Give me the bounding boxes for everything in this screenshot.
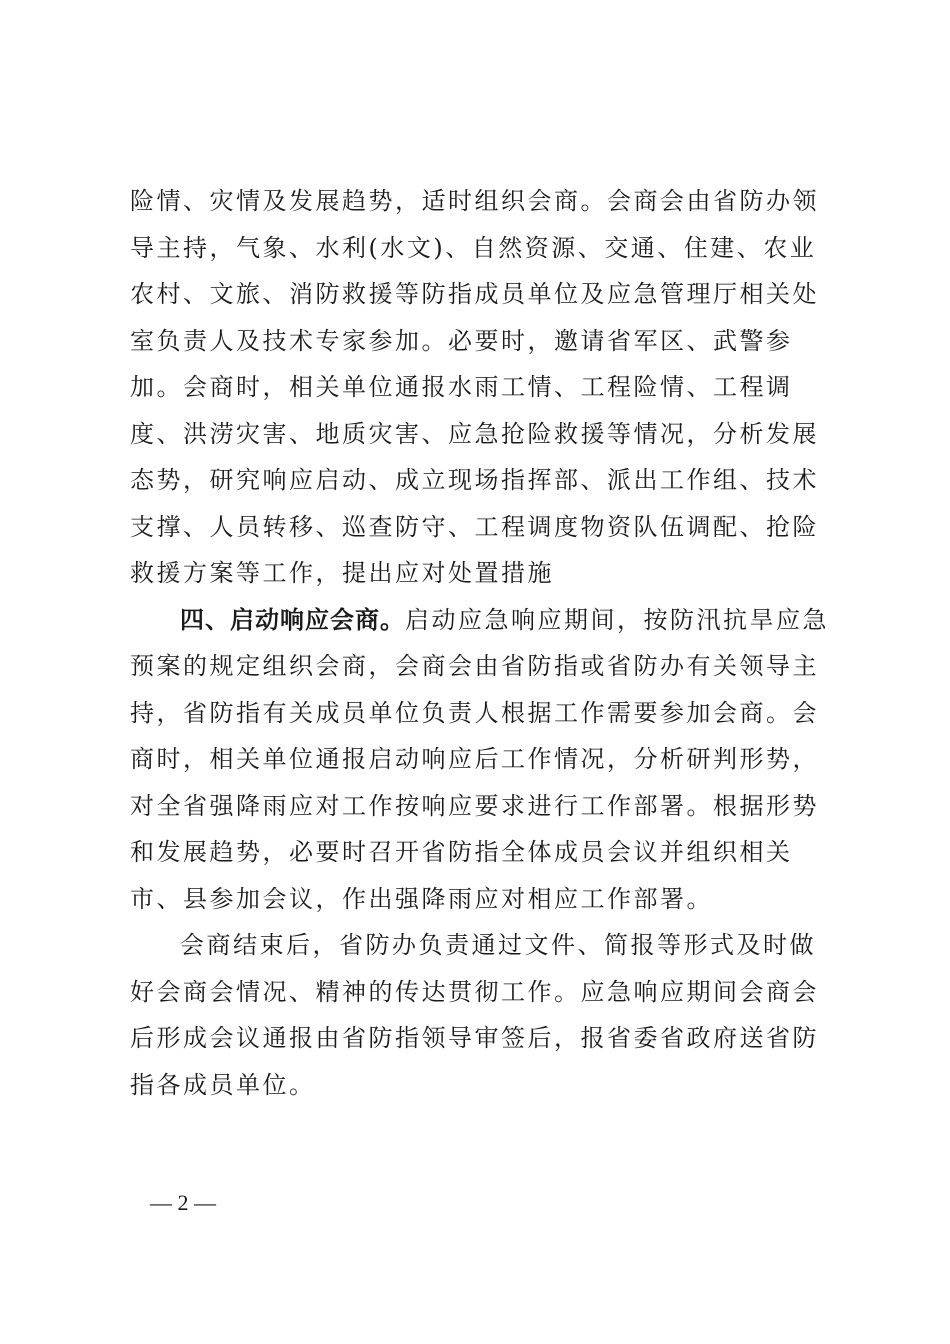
paragraph-1-text: 险情、灾情及发展趋势，适时组织会商。会商会由省防办领导主持，气象、水利(水文)、自然资源、交通、住建、农业农村、文旅、消防救援等防指成员单位及应急管理厅相关处室负责人及技术专家参加。必要时，邀请省军区、武警参加。会商时，相关单位通报水雨工情、工程险情、工程调度、洪涝灾害、地质灾害、应急抢险救援等情况，分析发展态势，研究响应启动、成立现场指挥部、派出工作组、技术支撑、人员转移、巡查防守、工程调度物资队伍调配、抢险救援方案等工作，提出应对处置措施 <box>130 187 819 587</box>
paragraph-1 <box>130 178 830 597</box>
document-body <box>130 178 830 1108</box>
paragraph-3 <box>130 922 830 1108</box>
paragraph-3-text: 会商结束后，省防办负责通过文件、简报等形式及时做好会商会情况、精神的传达贯彻工作。应急响应期间会商会后形成会议通报由省防指领导审签后，报省委省政府送省防指各成员单位。 <box>130 931 819 1099</box>
section-heading-four: 四、启动响应会商。 <box>180 605 405 634</box>
paragraph-2 <box>130 597 830 923</box>
paragraph-2-text: 启动应急响应期间，按防汛抗旱应急预案的规定组织会商，会商会由省防指或省防办有关领导主持，省防指有关成员单位负责人根据工作需要参加会商。会商时，相关单位通报启动响应后工作情况，分析研判形势，对全省强降雨应对工作按响应要求进行工作部署。根据形势和发展趋势，必要时召开省防指全体成员会议并组织相关市、县参加会议，作出强降雨应对相应工作部署。 <box>130 605 829 913</box>
page-number: — 2 — <box>150 1190 216 1215</box>
